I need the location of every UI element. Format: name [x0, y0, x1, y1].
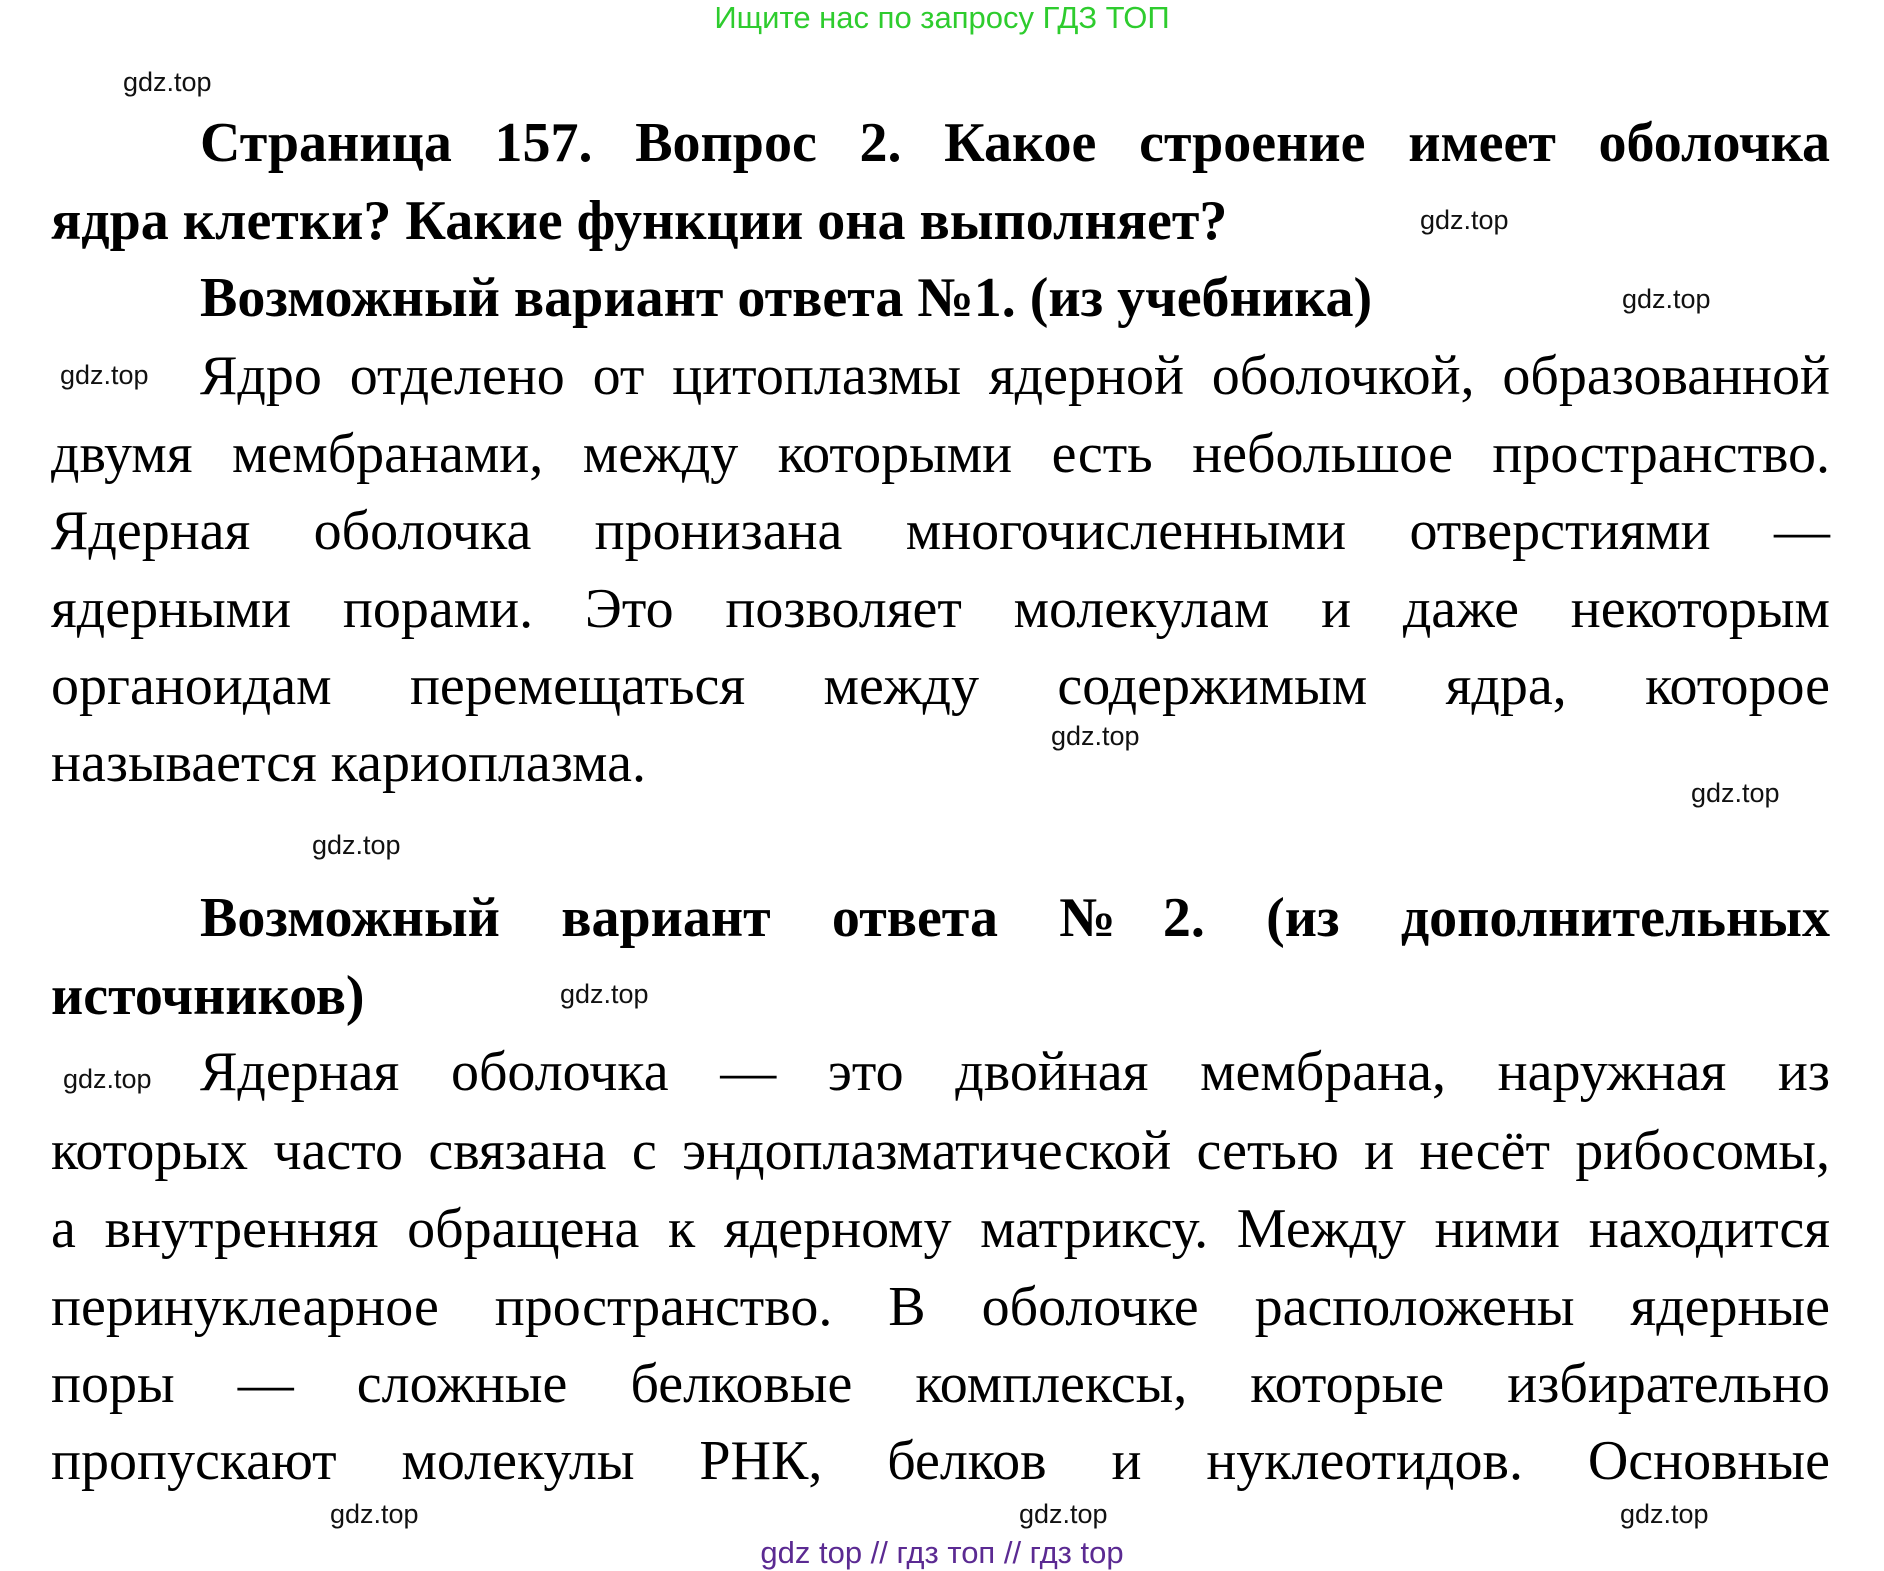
answer1-heading: Возможный вариант ответа №1. (из учебника): [200, 267, 1373, 329]
answer2-heading-line-2: источников): [51, 965, 365, 1027]
answer1-line: двумя мембранами, между которыми есть небольшое пространство.: [51, 423, 1830, 485]
answer1-line: органоидам перемещаться между содержимым ядра, которое: [51, 655, 1830, 717]
watermark: gdz.top: [560, 979, 649, 1009]
watermark: gdz.top: [60, 360, 149, 390]
answer2-line: а внутренняя обращена к ядерному матриксу. Между ними находится: [51, 1198, 1830, 1260]
watermark: gdz.top: [1019, 1499, 1108, 1529]
title-line-2: ядра клетки? Какие функции она выполняет?: [51, 190, 1228, 252]
watermark: gdz.top: [312, 830, 401, 860]
watermark: gdz.top: [1051, 721, 1140, 751]
answer1-line: Ядерная оболочка пронизана многочисленными отверстиями —: [51, 500, 1830, 562]
watermark: gdz.top: [1620, 1499, 1709, 1529]
answer1-line: называется кариоплазма.: [51, 732, 646, 794]
watermark: gdz.top: [1691, 778, 1780, 808]
answer2-line: поры — сложные белковые комплексы, которые избирательно: [51, 1353, 1830, 1415]
answer1-line: ядерными порами. Это позволяет молекулам и даже некоторым: [51, 578, 1830, 640]
answer2-line: Ядерная оболочка — это двойная мембрана, наружная из: [200, 1041, 1830, 1103]
bottom-banner: gdz top // гдз топ // гдз top: [760, 1535, 1124, 1570]
answer1-line: Ядро отделено от цитоплазмы ядерной оболочкой, образованной: [200, 345, 1830, 407]
title-line-1: Страница 157. Вопрос 2. Какое строение имеет оболочка: [200, 112, 1830, 174]
top-banner: Ищите нас по запросу ГДЗ ТОП: [714, 0, 1170, 35]
watermark: gdz.top: [330, 1499, 419, 1529]
answer2-line: которых часто связана с эндоплазматической сетью и несёт рибосомы,: [51, 1120, 1830, 1182]
watermark: gdz.top: [1622, 284, 1711, 314]
watermark: gdz.top: [63, 1064, 152, 1094]
answer2-heading-line-1: Возможный вариант ответа №2. (из дополнительных: [200, 887, 1830, 949]
answer2-line: перинуклеарное пространство. В оболочке расположены ядерные: [51, 1276, 1830, 1338]
watermark: gdz.top: [123, 67, 212, 97]
watermark: gdz.top: [1420, 205, 1509, 235]
answer2-line: пропускают молекулы РНК, белков и нуклеотидов. Основные: [51, 1430, 1830, 1492]
